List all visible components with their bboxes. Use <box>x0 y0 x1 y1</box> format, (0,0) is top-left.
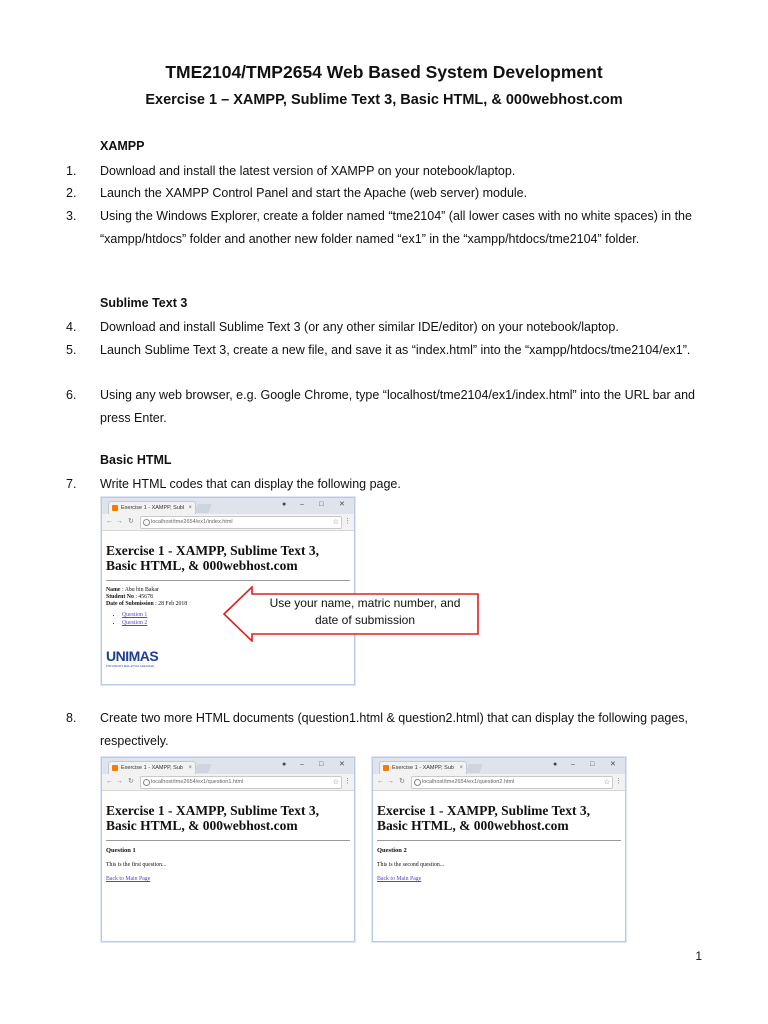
url-text: localhost/tme2654/ex1/question1.html <box>151 779 244 785</box>
new-tab-icon <box>194 504 211 513</box>
question-2-link: Question 2 <box>122 619 148 626</box>
item-text: Using any web browser, e.g. Google Chrome, type “localhost/tme2104/ex1/index.html” into the URL bar and press Enter. <box>100 388 695 425</box>
maximize-icon: □ <box>590 761 595 768</box>
tab-title: Exercise 1 - XAMPP, Sub <box>121 765 183 771</box>
tab-title: Exercise 1 - XAMPP, Sub <box>392 765 454 771</box>
url-bar <box>140 516 342 529</box>
profile-icon: ● <box>282 501 287 508</box>
callout-box <box>222 586 480 642</box>
student-no-label: Student No <box>106 594 134 600</box>
list-item <box>66 160 716 183</box>
item-text: Launch the XAMPP Control Panel and start the Apache (web server) module. <box>100 186 528 200</box>
list-item <box>66 473 716 496</box>
browser-tab <box>108 501 196 515</box>
name-label: Name <box>106 587 121 593</box>
divider <box>106 580 350 581</box>
unimas-logo: UNIMAS <box>106 648 159 664</box>
item-text: Write HTML codes that can display the following page. <box>100 477 401 491</box>
section-heading-basic-html: Basic HTML <box>100 453 172 467</box>
student-no-value: : 45678 <box>133 594 153 600</box>
new-tab-icon <box>194 764 211 773</box>
divider <box>377 840 621 841</box>
url-bar <box>140 776 342 789</box>
browser-tab-strip <box>373 758 625 774</box>
star-icon: ☆ <box>332 519 339 526</box>
close-window-icon: ✕ <box>339 761 345 768</box>
date-value: : 28 Feb 2018 <box>153 601 188 607</box>
browser-tab-strip <box>102 498 354 514</box>
browser-toolbar <box>373 774 625 791</box>
item-number: 1. <box>66 164 77 178</box>
tab-close-icon: × <box>188 765 192 771</box>
reload-icon: ↻ <box>399 778 405 785</box>
back-arrow-icon: ← <box>377 778 384 785</box>
page-heading: Exercise 1 - XAMPP, Sublime Text 3, Basic HTML, & 000webhost.com <box>106 803 319 833</box>
info-icon <box>143 779 150 786</box>
question-text: This is the second question... <box>377 862 445 868</box>
divider <box>106 840 350 841</box>
name-value: : Abu bin Bakar <box>120 587 159 593</box>
item-text: Create two more HTML documents (question1.html & question2.html) that can display the following pages, respectively. <box>100 711 689 748</box>
date-label: Date of Submission <box>106 601 154 607</box>
page-heading: Exercise 1 - XAMPP, Sublime Text 3, Basic HTML, & 000webhost.com <box>377 803 590 833</box>
maximize-icon: □ <box>319 761 324 768</box>
page-heading: Exercise 1 - XAMPP, Sublime Text 3, Basic HTML, & 000webhost.com <box>106 543 319 573</box>
xampp-favicon-icon <box>383 765 389 771</box>
minimize-icon: – <box>300 501 304 508</box>
back-arrow-icon: ← <box>106 518 113 525</box>
forward-arrow-icon: → <box>116 518 123 525</box>
page-content <box>373 791 625 882</box>
tab-close-icon: × <box>188 505 192 511</box>
menu-icon: ⋮ <box>615 778 622 785</box>
unimas-logo-subtitle: UNIVERSITI MALAYSIA SARAWAK <box>106 664 155 668</box>
page-content <box>102 791 354 882</box>
callout-text: Use your name, matric number, and date of submission <box>269 596 461 627</box>
new-tab-icon <box>465 764 482 773</box>
item-number: 6. <box>66 388 77 402</box>
question-1-link: Question 1 <box>122 612 148 618</box>
profile-icon: ● <box>553 761 558 768</box>
reload-icon: ↻ <box>128 518 134 525</box>
menu-icon: ⋮ <box>344 778 351 785</box>
exercise-subtitle: Exercise 1 – XAMPP, Sublime Text 3, Basic HTML, & 000webhost.com <box>145 92 623 108</box>
item-number: 3. <box>66 209 77 223</box>
minimize-icon: – <box>300 761 304 768</box>
reload-icon: ↻ <box>128 778 134 785</box>
browser-toolbar <box>102 514 354 531</box>
back-to-main-link: Back to Main Page <box>106 876 151 882</box>
list-item <box>66 316 716 339</box>
xampp-favicon-icon <box>112 505 118 511</box>
browser-tab-strip <box>102 758 354 774</box>
question-heading: Question 1 <box>106 847 136 854</box>
profile-icon: ● <box>282 761 287 768</box>
close-window-icon: ✕ <box>610 761 616 768</box>
list-item <box>66 182 716 205</box>
list-item <box>66 707 716 752</box>
browser-screenshot-question1 <box>101 757 355 942</box>
item-number: 7. <box>66 477 77 491</box>
item-number: 8. <box>66 711 77 725</box>
tab-close-icon: × <box>459 765 463 771</box>
list-item <box>66 205 716 250</box>
url-bar <box>411 776 613 789</box>
minimize-icon: – <box>571 761 575 768</box>
forward-arrow-icon: → <box>387 778 394 785</box>
list-item <box>66 339 716 362</box>
back-to-main-link: Back to Main Page <box>377 876 422 882</box>
item-number: 5. <box>66 343 77 357</box>
maximize-icon: □ <box>319 501 324 508</box>
document-title: TME2104/TMP2654 Web Based System Development <box>165 62 603 82</box>
xampp-favicon-icon <box>112 765 118 771</box>
info-icon <box>143 519 150 526</box>
url-text: localhost/tme2654/ex1/index.html <box>151 519 233 525</box>
star-icon: ☆ <box>603 779 610 786</box>
star-icon: ☆ <box>332 779 339 786</box>
url-text: localhost/tme2654/ex1/question2.html <box>422 779 515 785</box>
close-window-icon: ✕ <box>339 501 345 508</box>
item-text: Launch Sublime Text 3, create a new file, and save it as “index.html” into the “xampp/htdocs/tme2104/ex1”. <box>100 343 691 357</box>
item-number: 4. <box>66 320 77 334</box>
browser-toolbar <box>102 774 354 791</box>
info-icon <box>414 779 421 786</box>
section-heading-xampp: XAMPP <box>100 139 145 153</box>
list-item <box>66 384 716 429</box>
back-arrow-icon: ← <box>106 778 113 785</box>
item-number: 2. <box>66 186 77 200</box>
item-text: Download and install Sublime Text 3 (or any other similar IDE/editor) on your notebook/laptop. <box>100 320 619 334</box>
tab-title: Exercise 1 - XAMPP, Subl <box>121 505 185 511</box>
page-number: 1 <box>695 949 702 963</box>
question-text: This is the first question... <box>106 862 167 868</box>
item-text: Using the Windows Explorer, create a folder named “tme2104” (all lower cases with no white spaces) in the “xampp/htdocs” folder and another new folder named “ex1” in the “xampp/htdocs/tme2104” folder. <box>100 209 692 246</box>
browser-screenshot-question2 <box>372 757 626 942</box>
forward-arrow-icon: → <box>116 778 123 785</box>
browser-tab <box>379 761 467 775</box>
item-text: Download and install the latest version of XAMPP on your notebook/laptop. <box>100 164 516 178</box>
section-heading-sublime: Sublime Text 3 <box>100 296 188 310</box>
menu-icon: ⋮ <box>344 518 351 525</box>
question-heading: Question 2 <box>377 847 407 854</box>
browser-tab <box>108 761 196 775</box>
